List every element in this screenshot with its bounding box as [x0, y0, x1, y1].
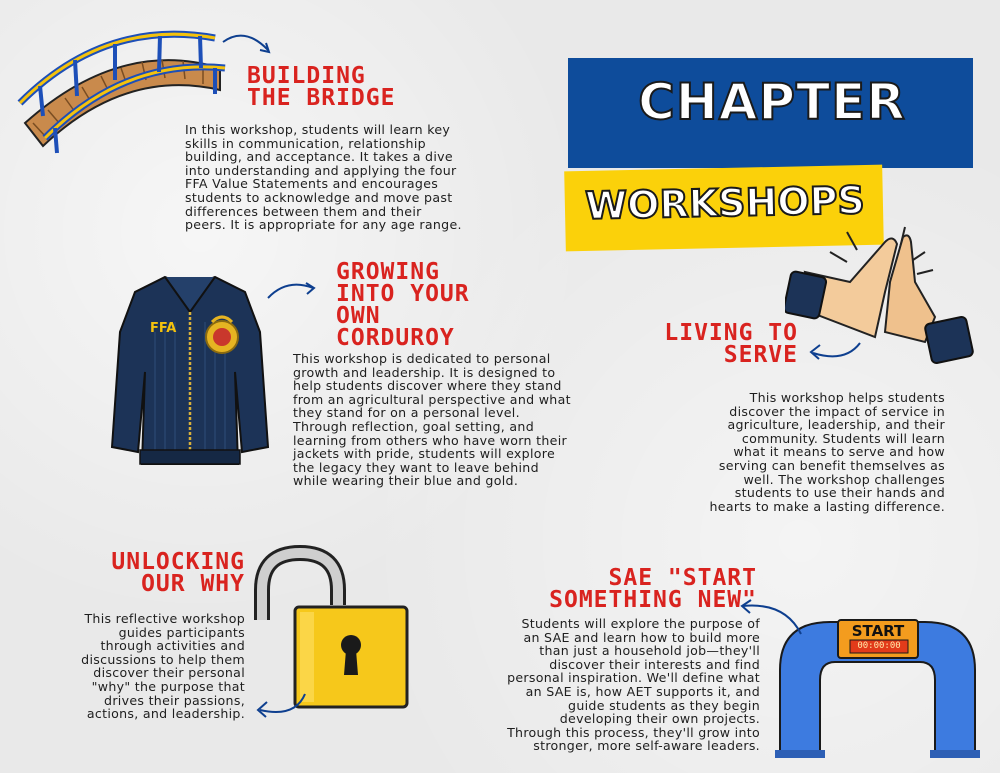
- workshop-body-building-bridge: In this workshop, students will learn key skills in communication, relationship building, and acceptance. It takes a dive into understanding and applying the four FFA Value Statements and encourages students to acknowledge and move past differences between them and their peers. It is appropriate for any age range.: [185, 122, 462, 233]
- workshop-title-living-serve: LIVING TO SERVE: [664, 320, 798, 368]
- workshop-title-growing-corduroy: GROWING INTO YOUR OWN CORDUROY: [336, 259, 470, 351]
- workshop-body-living-serve: This workshop helps students discover the impact of service in agriculture, leadership, and their community. Students will learn what it means to serve and how serving can benefit themselves as well. The workshop challenges students to use their hands and hearts to make a lasting difference.: [709, 390, 945, 514]
- workshop-title-unlocking-why: UNLOCKING OUR WHY: [111, 549, 245, 597]
- curved-arrow-icon: [220, 30, 275, 60]
- curved-arrow-icon: [265, 280, 320, 305]
- workshop-body-sae-start: Students will explore the purpose of an SAE and learn how to build more than just a household job—they'll discover their interests and find personal inspiration. We'll define what an SAE is, how AET supports it, and guide students as they begin developing their own projects. Through this process, they'll grow into stronger, more self-aware leaders.: [507, 616, 760, 754]
- curved-arrow-icon: [805, 337, 865, 365]
- start-sign-text: START: [851, 622, 905, 640]
- start-timer-text: 00:00:00: [857, 641, 901, 651]
- workshop-body-unlocking-why: This reflective workshop guides participants through activities and discussions to help them discover their personal "why" the purpose that drives their passions, actions, and leadership.: [81, 611, 245, 722]
- header-title: CHAPTER: [638, 73, 906, 131]
- curved-arrow-icon: [250, 690, 310, 720]
- header-subtitle: WORKSHOPS: [584, 178, 866, 228]
- jacket-patch-text: FFA: [150, 321, 177, 336]
- workshop-title-building-bridge: BUILDING THE BRIDGE: [247, 63, 396, 111]
- workshop-title-sae-start: SAE "START SOMETHING NEW": [549, 565, 757, 613]
- workshop-body-growing-corduroy: This workshop is dedicated to personal growth and leadership. It is designed to help students discover where they stand from an agricultural perspective and what they stand for on a personal level. Through reflection, goal setting, and learning from others who have worn their jackets with pride, students will explore the legacy they want to leave behind while wearing their blue and gold.: [293, 351, 571, 489]
- ffa-jacket-icon: [110, 272, 270, 472]
